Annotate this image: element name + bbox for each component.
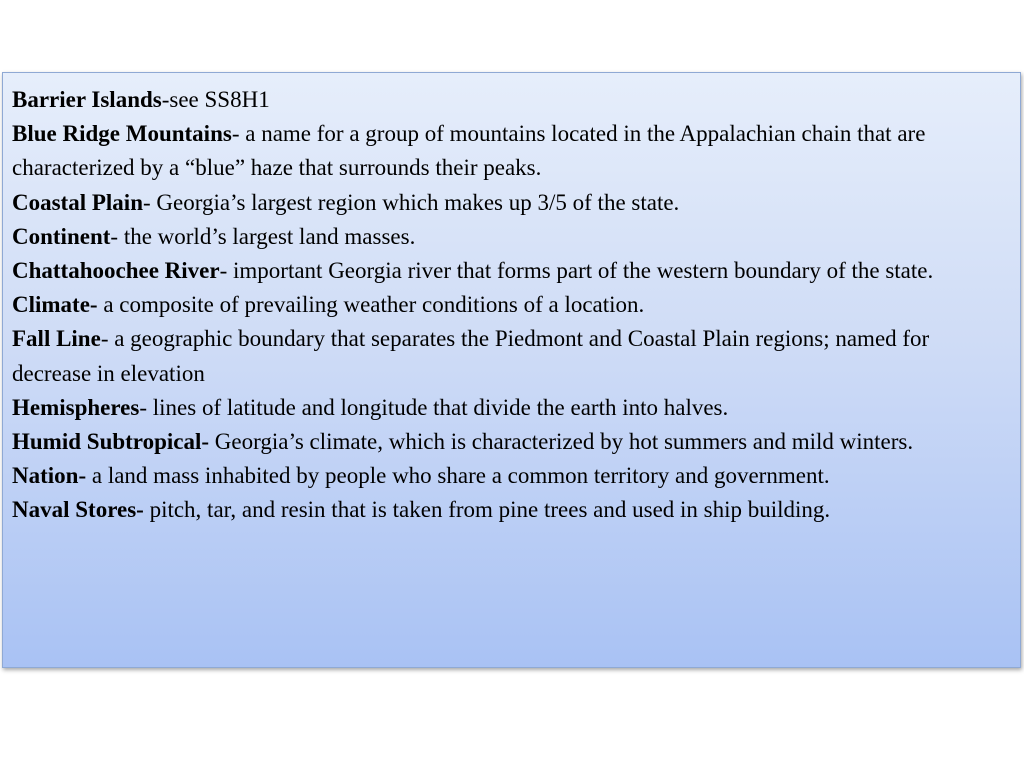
glossary-entry-blue-ridge-mountains xyxy=(12,117,1012,185)
glossary-term: Fall Line xyxy=(12,326,101,352)
glossary-entry-fall-line xyxy=(12,322,1012,390)
glossary-definition: - Georgia’s largest region which makes up 3/5 of the state. xyxy=(142,189,680,215)
glossary-term: Naval Stores- xyxy=(12,497,144,523)
glossary-entry-chattahoochee-river xyxy=(12,254,1012,288)
glossary-entry-barrier-islands xyxy=(12,83,1012,117)
glossary-entry-humid-subtropical xyxy=(12,425,1012,459)
glossary-term: Chattahoochee River xyxy=(12,258,220,284)
glossary-definition: - a name for a group of mountains located in the Appalachian chain that are characterized by a “blue” haze that surrounds their peaks. xyxy=(12,121,926,181)
glossary-definition: pitch, tar, and resin that is taken from pine trees and used in ship building. xyxy=(143,497,831,523)
glossary-term: Nation- xyxy=(12,463,87,489)
glossary-term: Coastal Plain xyxy=(12,189,143,215)
glossary-definition: Georgia’s climate, which is characterized by hot summers and mild winters. xyxy=(209,429,914,455)
glossary-term: Climate- xyxy=(12,292,98,318)
glossary-definition: - a geographic boundary that separates the Piedmont and Coastal Plain regions; named for decrease in elevation xyxy=(12,326,930,386)
glossary-entry-continent xyxy=(12,220,1012,254)
glossary-box xyxy=(2,72,1021,668)
glossary-definition: - the world’s largest land masses. xyxy=(110,223,416,249)
glossary-term: Blue Ridge Mountains xyxy=(12,121,232,147)
glossary-entry-hemispheres xyxy=(12,391,1012,425)
glossary-entry-coastal-plain xyxy=(12,186,1012,220)
glossary-definition: - important Georgia river that forms part of the western boundary of the state. xyxy=(219,258,934,284)
glossary-entry-climate xyxy=(12,288,1012,322)
glossary-entry-nation xyxy=(12,459,1012,493)
glossary-term: Hemispheres xyxy=(12,394,140,420)
glossary-definition: - lines of latitude and longitude that divide the earth into halves. xyxy=(139,394,729,420)
glossary-definition: -see SS8H1 xyxy=(161,87,270,112)
glossary-entry-naval-stores xyxy=(12,493,1012,527)
glossary-term: Humid Subtropical- xyxy=(12,429,210,455)
glossary-term: Continent xyxy=(12,223,111,249)
glossary-term: Barrier Islands xyxy=(12,87,162,112)
glossary-definition: a composite of prevailing weather conditions of a location. xyxy=(97,292,645,318)
glossary-definition: a land mass inhabited by people who share a common territory and government. xyxy=(86,463,830,489)
